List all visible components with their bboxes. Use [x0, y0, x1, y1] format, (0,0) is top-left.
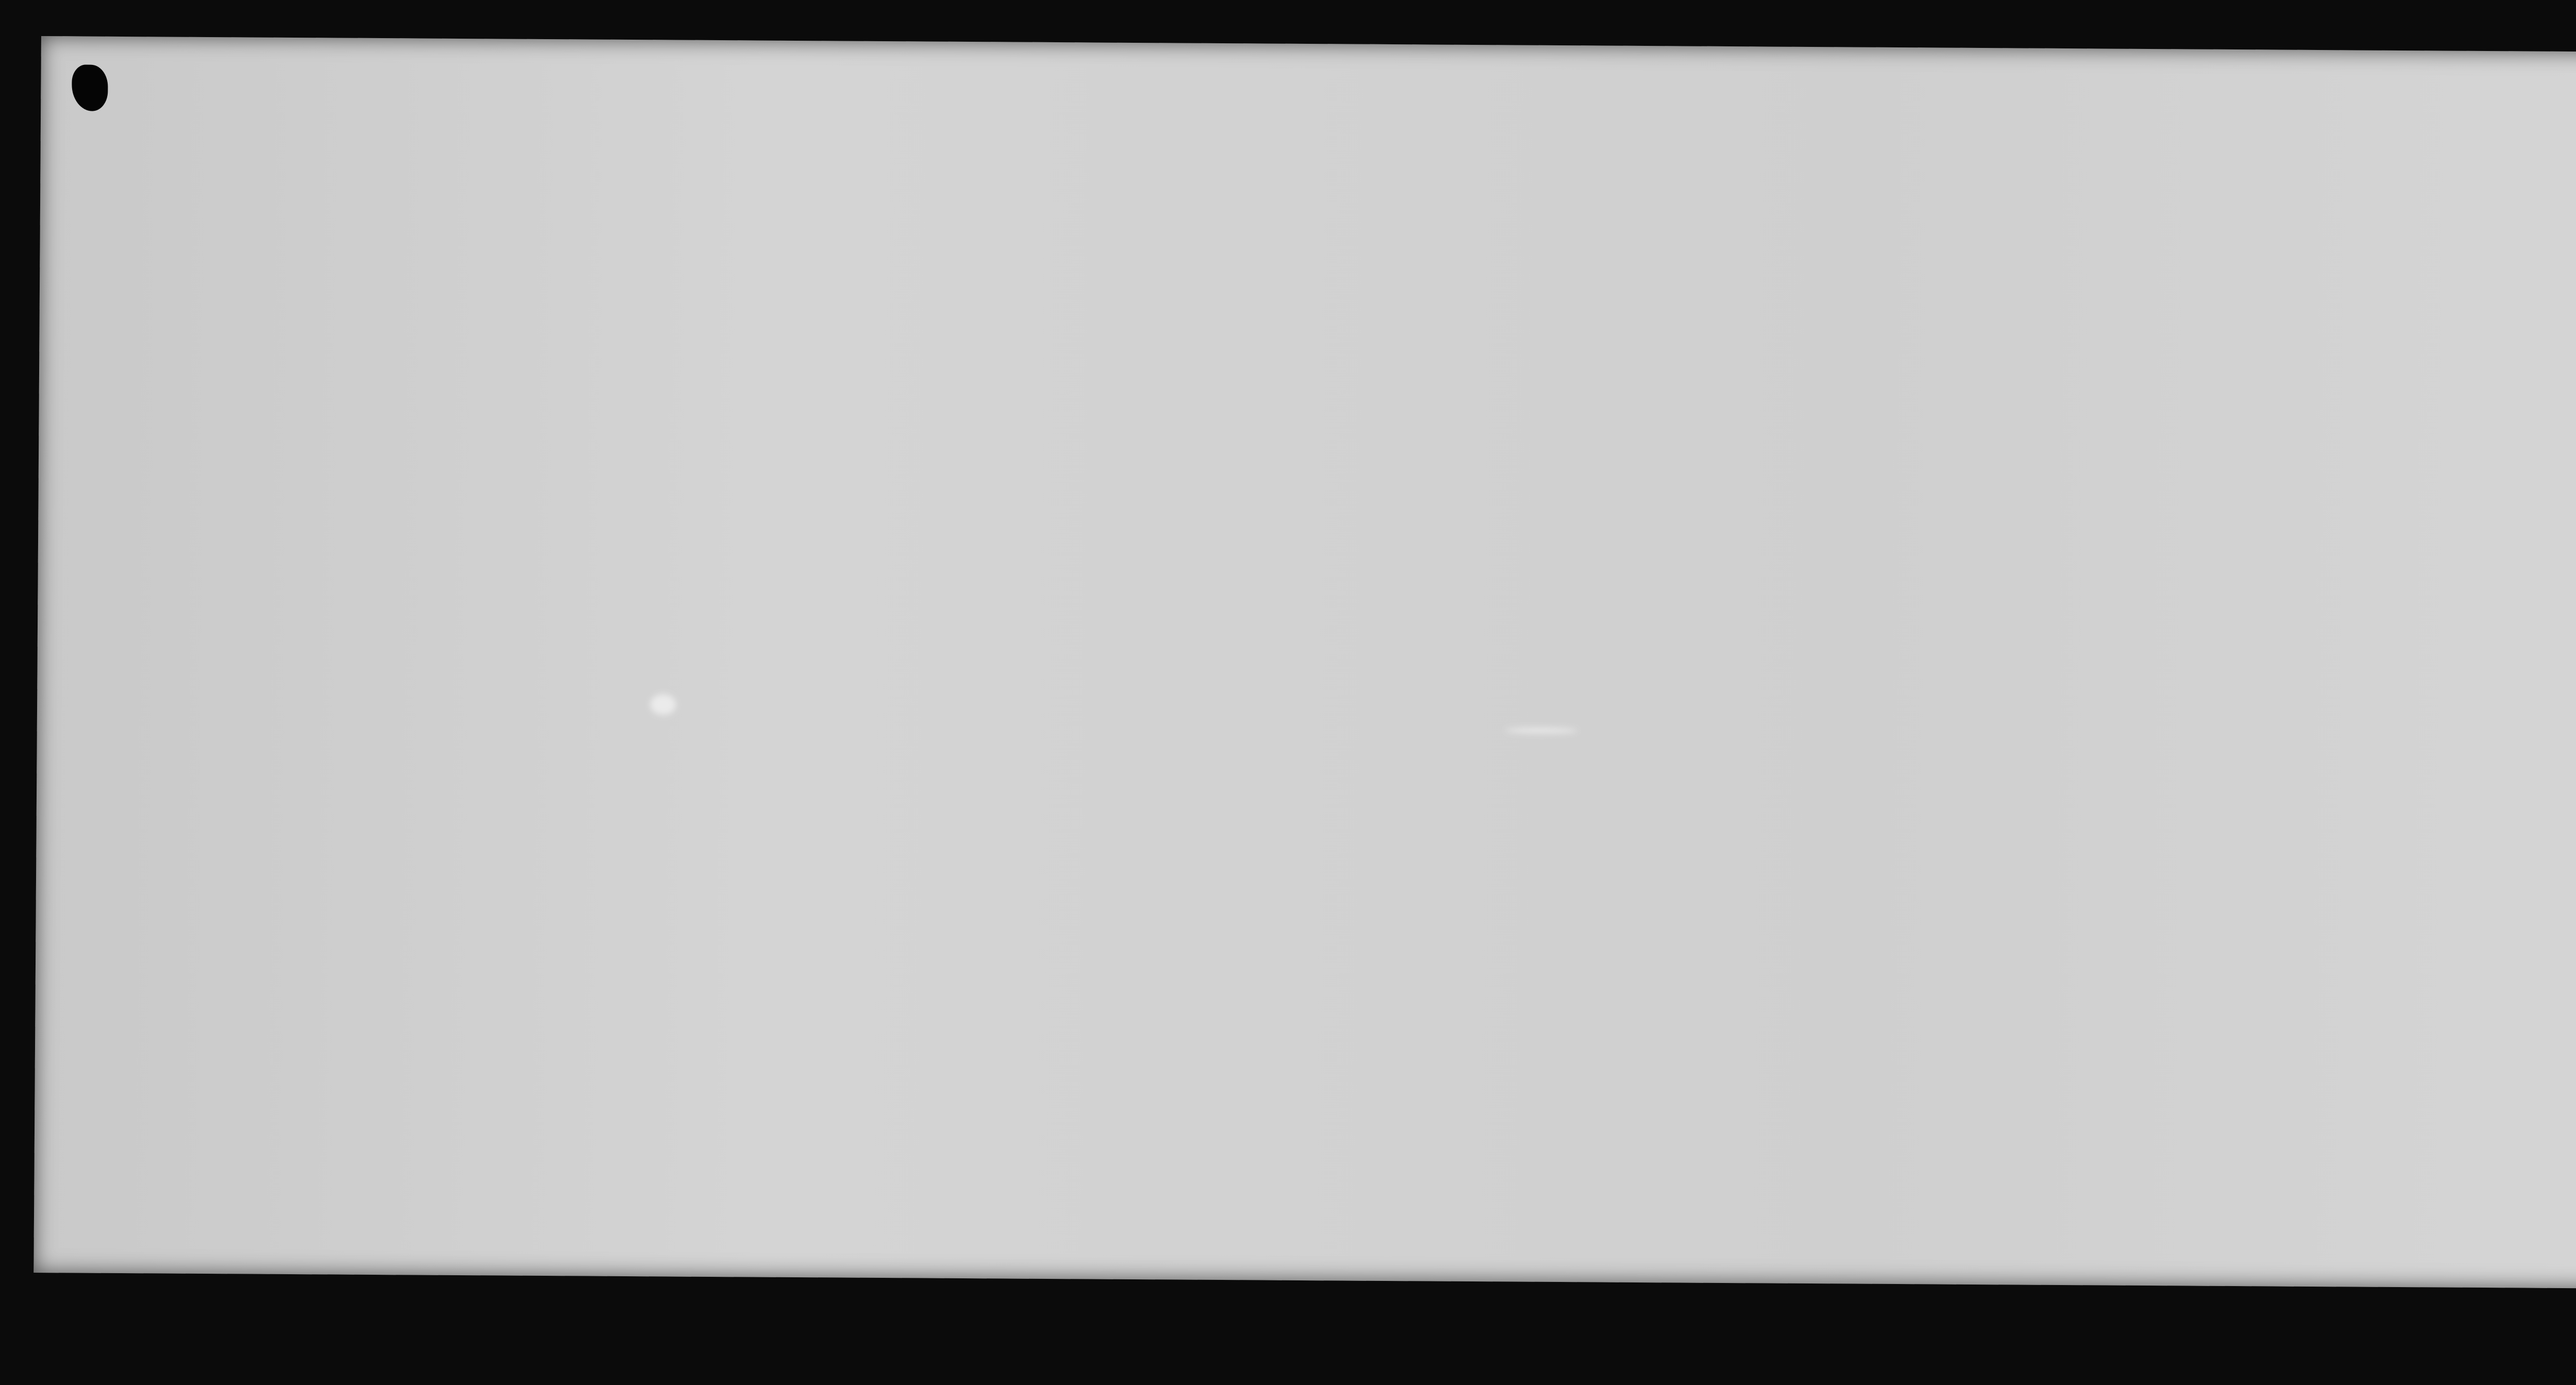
cost-table	[41, 36, 2576, 58]
heading-line-1	[41, 162, 2576, 183]
document-page	[33, 36, 2576, 1295]
document-heading	[41, 162, 2576, 184]
ink-blot	[72, 64, 108, 111]
scan-smudge	[1505, 728, 1578, 733]
note-block	[1503, 248, 1563, 269]
heading-line-2	[0, 162, 2576, 184]
scan-smudge	[650, 694, 676, 715]
